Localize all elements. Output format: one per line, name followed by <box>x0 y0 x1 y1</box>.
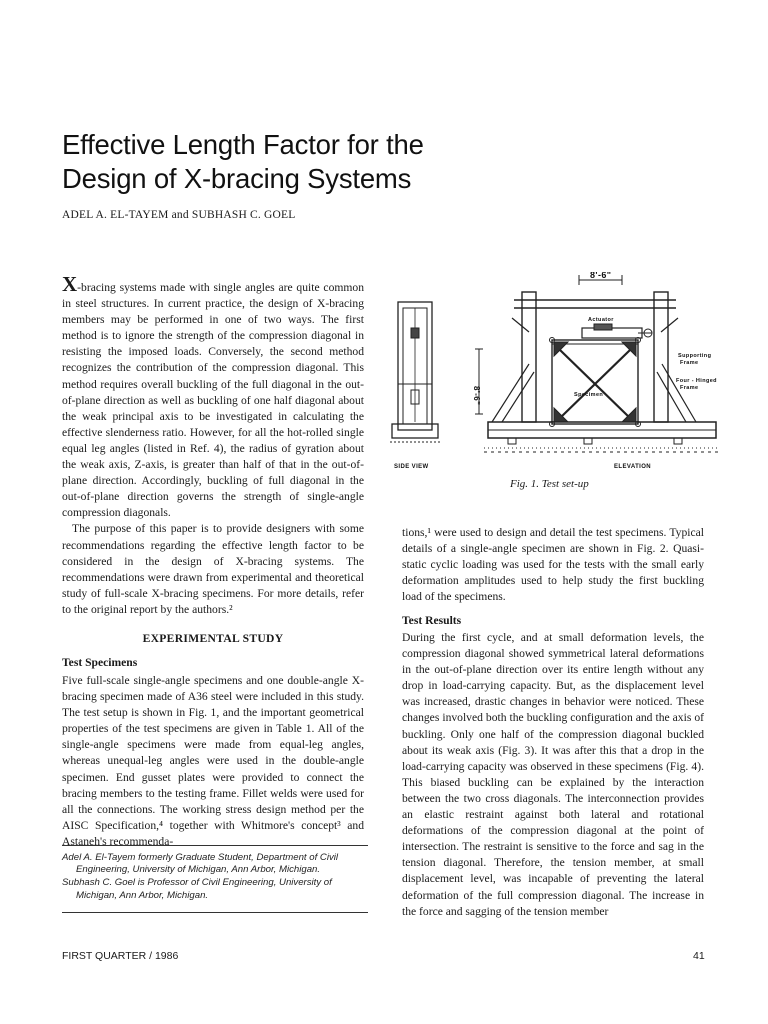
test-setup-continued: tions,¹ were used to design and detail the test specimens. Typical details of a single-angle specimen are shown in Fig. 2. Quasi-static cyclic loading was used for the tests with the small early deformation amplitudes used to help study the first buckling load of the specimens. <box>402 526 704 604</box>
label-four-hinged-frame: Frame <box>680 385 699 391</box>
footnote-rule-bottom <box>62 912 368 913</box>
title-line-2: Design of X-bracing Systems <box>62 163 412 194</box>
four-hinged-frame <box>552 340 638 424</box>
specimens-paragraph <box>62 673 364 850</box>
intro-section <box>62 272 364 618</box>
label-elevation: ELEVATION <box>614 464 652 470</box>
left-column <box>522 292 536 422</box>
subheading-test-specimens: Test Specimens <box>62 656 138 669</box>
label-four-hinged: Four - Hinged <box>676 378 717 384</box>
label-dim-top: 8'-6" <box>590 272 612 280</box>
label-dim-side: 8'-6" <box>472 386 481 406</box>
figure-caption: Fig. 1. Test set-up <box>510 478 589 490</box>
results-paragraph <box>402 630 704 920</box>
intro-paragraph-1: X-bracing systems made with single angles are quite common in steel structures. In current practice, the design of X-bracing members may be performed in one of two ways. The first method is to ignore the strength of the compression diagonal in resisting the imposed loads. Conversely, the second method recognizes the contribution of the compression diagonal. This method requires overall buckling of the full diagonal in the out-of-plane direction as well as buckling of one half diagonal about the weak principal axis to be investigated in calculating the effective slenderness ratio. However, for all the hot-rolled single equal leg angles (listed in Ref. 4), the radius of gyration about the weak axis, Z-axis, is greater than half of that in the out-of-plane direction. Accordingly, buckling of full diagonal in the out-of-plane direction governs the strength of single-angle compression diagonals. <box>62 272 364 520</box>
label-actuator: Actuator <box>588 317 614 323</box>
right-column <box>654 292 668 422</box>
page-number: 41 <box>693 950 705 962</box>
label-supporting: Supporting <box>678 353 712 359</box>
subheading-test-results: Test Results <box>402 614 462 627</box>
footer-issue: FIRST QUARTER / 1986 <box>62 950 179 962</box>
col2-intro <box>402 525 704 605</box>
test-setup-drawing <box>384 272 724 472</box>
title-line-1: Effective Length Factor for the <box>62 129 424 160</box>
label-side-view: SIDE VIEW <box>394 464 429 470</box>
paper-title <box>62 128 522 196</box>
side-view-base <box>392 424 438 438</box>
figure-test-setup <box>384 272 724 472</box>
label-supporting-frame: Frame <box>680 360 699 366</box>
intro-paragraph-2: The purpose of this paper is to provide designers with some recommendations regarding the effective length factor to be considered in the design of X-bracing systems. The recommendations were drawn from experimental and theoretical study of full-scale X-bracing specimens. For more details, refer to the original report by the authors.² <box>62 522 364 616</box>
results-text: During the first cycle, and at small deformation levels, the compression diagonal showed symmetrical lateral deformations in the out-of-plane direction over its entire length without any drop in load-carrying capacity. But, as the displacement level was increased, drastic changes in behavior were noticed. These changes involved both the buckling configuration and the axis of buckling. Only one half of the compression diagonal buckled about its weak axis (Fig. 3). It was after this that a drop in the load-carrying capacity was observed in these specimens (Fig. 4). This biased buckling can be explained by the interaction between the two cross diagonals. The interconnection provides an elastic restraint against both lateral and rotational deformations of the compression diagonal at the point of intersection. The restraint is sensitive to the force and sag in the tension diagonal. Therefore, the tension member, at small displacement level, was incapable of preventing the lateral deformation of the full compression diagonal. The increase in the force and sagging of the tension member <box>402 631 704 918</box>
footnote-goel: Subhash C. Goel is Professor of Civil Engineering, University of Michigan, Ann Arbor, Michigan. <box>62 877 332 901</box>
specimens-text: Five full-scale single-angle specimens and one double-angle X-bracing specimen made of A36 steel were included in this study. The test setup is shown in Fig. 1, and the important geometrical properties of the test specimens are given in Table 1. All of the single-angle specimens were made from equal-leg angles, whereas unequal-leg angles were used in the double-angle specimen. End gusset plates were provided to connect the bracing members to the testing frame. Fillet welds were used for all the connections. The working stress design method per the AISC Specification,⁴ together with Whitmore's concept³ and Astaneh's recommenda- <box>62 674 364 848</box>
footnote-rule <box>62 845 368 846</box>
author-footnotes <box>62 852 368 903</box>
footnote-el-tayem: Adel A. El-Tayem formerly Graduate Student, Department of Civil Engineering, University of Michigan, Ann Arbor, Michigan. <box>62 852 339 876</box>
label-specimen: Specimen <box>574 392 604 398</box>
section-heading-experimental: EXPERIMENTAL STUDY <box>142 632 284 645</box>
authors: ADEL A. EL-TAYEM and SUBHASH C. GOEL <box>62 209 296 221</box>
